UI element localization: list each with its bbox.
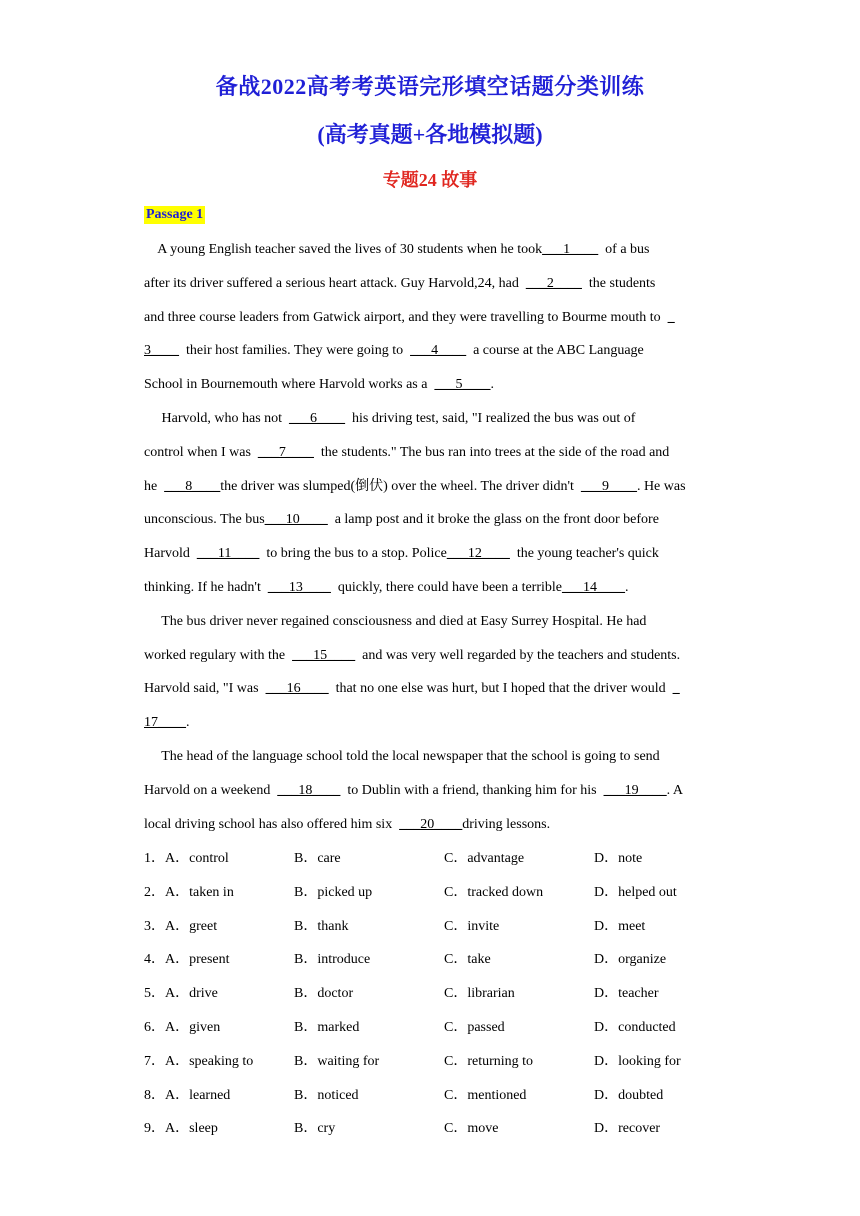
passage-line — [144, 774, 724, 808]
option-a: 6．A．given — [144, 1019, 221, 1035]
question-row — [144, 910, 724, 944]
passage-text-segment: of a bus — [598, 242, 650, 257]
option-d: D．organize — [594, 952, 667, 968]
passage-text-segment: . — [490, 377, 494, 393]
passage-line — [144, 368, 724, 402]
option-a: 2．A．taken in — [144, 884, 234, 900]
passage-text-segment: he — [144, 478, 165, 494]
option-c: C．librarian — [444, 986, 515, 1002]
option-b: B．marked — [294, 1019, 360, 1035]
document-subtitle: (高考真题+各地模拟题) — [317, 122, 543, 147]
option-b: B．introduce — [294, 952, 371, 968]
passage-line — [144, 334, 724, 368]
passage-text-segment: and was very well regarded by the teachers and students. — [355, 647, 681, 663]
question-row — [144, 876, 724, 910]
passage-text-segment: . — [186, 715, 190, 731]
blank-number: ___11____ — [196, 546, 260, 562]
option-c: C．invite — [444, 918, 500, 934]
option-a: 8．A．learned — [144, 1087, 231, 1103]
passage-line — [144, 267, 724, 301]
blank-number: ___14____ — [562, 579, 626, 595]
option-b: B．cry — [294, 1121, 336, 1137]
passage-text-segment: their host families. They were going to — [179, 343, 411, 359]
option-c: C．advantage — [444, 851, 525, 866]
passage-text-segment: local driving school has also offered him six — [144, 816, 400, 832]
passage-text-segment: . He was — [636, 478, 686, 494]
option-c: C．passed — [444, 1019, 505, 1035]
blank-number: ___12____ — [446, 546, 510, 562]
passage-text-segment: The bus driver never regained consciousness and died at Easy Surrey Hospital. He had — [144, 613, 647, 629]
passage-text-segment: . A — [666, 782, 683, 798]
passage-text-segment: the students — [581, 275, 656, 291]
option-d: D．recover — [594, 1121, 661, 1137]
topic-heading: 专题24 故事 — [382, 170, 478, 190]
passage-line — [144, 470, 724, 504]
passage-line — [144, 808, 724, 842]
option-a: 1．A．control — [144, 851, 229, 866]
passage-line — [144, 301, 724, 335]
document-title: 备战2022高考考英语完形填空话题分类训练 — [215, 74, 645, 99]
passage-line — [144, 672, 724, 706]
option-d: D．teacher — [594, 986, 659, 1002]
passage-line — [144, 402, 724, 436]
option-a: 9．A．sleep — [144, 1121, 218, 1137]
option-b: B．care — [294, 851, 341, 866]
passage-text-segment: the driver was slumped(倒伏) over the wheel. The driver didn't — [220, 478, 581, 494]
option-d: D．conducted — [594, 1019, 676, 1035]
blank-number: ___10____ — [264, 512, 328, 528]
passage-text-segment: unconscious. The bus — [144, 512, 265, 528]
passage-text-segment: the young teacher's quick — [509, 546, 659, 562]
passage-text-segment: control when I was — [144, 444, 258, 460]
option-b: B．thank — [294, 918, 349, 934]
blank-number: ___2____ — [525, 275, 582, 291]
passage-line — [144, 436, 724, 470]
option-d: D．looking for — [594, 1053, 681, 1069]
blank-number: ___13____ — [267, 579, 331, 595]
passage-text-segment: Harvold, who has not — [144, 410, 290, 426]
option-c: C．tracked down — [444, 884, 544, 900]
blank-number: ___15____ — [292, 647, 356, 663]
blank-number: ___5____ — [434, 377, 491, 393]
question-row — [144, 1079, 724, 1113]
passage-text-segment: worked regulary with the — [144, 647, 293, 663]
question-row — [144, 1112, 724, 1146]
option-a: 4．A．present — [144, 952, 230, 968]
option-d: D．helped out — [594, 884, 677, 900]
passage-text-segment: driving lessons. — [462, 816, 551, 832]
option-a: 3．A．greet — [144, 918, 218, 934]
passage-line — [144, 605, 724, 639]
passage-text-segment: his driving test, said, "I realized the bus was out of — [345, 410, 636, 426]
passage-line — [144, 706, 724, 740]
passage-text-segment: Harvold said, "I was — [144, 681, 266, 697]
passage-text-segment: to Dublin with a friend, thanking him for his — [340, 782, 604, 798]
option-b: B．picked up — [294, 884, 373, 900]
option-b: B．noticed — [294, 1087, 359, 1103]
question-row — [144, 1011, 724, 1045]
passage-text-segment: a lamp post and it broke the glass on the front door before — [327, 512, 659, 528]
option-d: D．meet — [594, 918, 646, 934]
blank-number: ___4____ — [410, 343, 467, 359]
option-c: C．returning to — [444, 1053, 534, 1069]
blank-number: ___16____ — [265, 681, 329, 697]
passage-line — [144, 571, 724, 605]
answer-options — [144, 842, 724, 1146]
option-b: B．waiting for — [294, 1053, 380, 1069]
blank-number: ___18____ — [277, 782, 341, 798]
blank-number: ___20____ — [399, 816, 463, 832]
passage-text-segment: thinking. If he hadn't — [144, 579, 268, 595]
passage-text-segment: The head of the language school told the local newspaper that the school is going to send — [144, 748, 660, 764]
blank-number: ___7____ — [257, 444, 314, 460]
passage-line — [144, 537, 724, 571]
blank-number: ___1____ — [542, 242, 599, 257]
passage-line — [144, 639, 724, 673]
blank-number: _ — [667, 309, 675, 325]
blank-number: ___19____ — [603, 782, 667, 798]
passage-line — [144, 503, 724, 537]
option-b: B．doctor — [294, 986, 354, 1002]
option-c: C．move — [444, 1121, 499, 1137]
passage-text-segment: . — [625, 579, 629, 595]
passage-text-segment: and three course leaders from Gatwick airport, and they were travelling to Bourme mouth to — [144, 309, 668, 325]
passage-text-segment: Harvold on a weekend — [144, 782, 278, 798]
passage-text — [144, 233, 724, 841]
option-a: 5．A．drive — [144, 986, 218, 1002]
blank-number: ___6____ — [289, 410, 346, 426]
passage-text-segment: the students." The bus ran into trees at the side of the road and — [313, 444, 670, 460]
option-d: D．doubted — [594, 1087, 664, 1103]
question-row — [144, 977, 724, 1011]
passage-text-segment: to bring the bus to a stop. Police — [259, 546, 447, 562]
passage-label: Passage 1 — [146, 207, 204, 222]
blank-number: 17____ — [144, 715, 186, 731]
passage-text-segment: quickly, there could have been a terrible — [330, 579, 563, 595]
passage-text-segment: Harvold — [144, 546, 197, 562]
question-row — [144, 842, 724, 876]
passage-text-segment: A young English teacher saved the lives of 30 students when he took — [144, 242, 543, 257]
blank-number: 3____ — [144, 343, 179, 359]
option-c: C．take — [444, 952, 491, 968]
question-row — [144, 943, 724, 977]
option-d: D．note — [594, 851, 643, 866]
option-a: 7．A．speaking to — [144, 1053, 254, 1069]
passage-text-segment: a course at the ABC Language — [466, 343, 644, 359]
question-row — [144, 1045, 724, 1079]
passage-line — [144, 233, 724, 267]
blank-number: ___8____ — [164, 478, 221, 494]
passage-text-segment: after its driver suffered a serious heart attack. Guy Harvold,24, had — [144, 275, 526, 291]
blank-number: _ — [672, 681, 680, 697]
passage-line — [144, 740, 724, 774]
option-c: C．mentioned — [444, 1087, 527, 1103]
blank-number: ___9____ — [580, 478, 637, 494]
passage-text-segment: that no one else was hurt, but I hoped that the driver would — [328, 681, 673, 697]
passage-text-segment: School in Bournemouth where Harvold works as a — [144, 377, 435, 393]
